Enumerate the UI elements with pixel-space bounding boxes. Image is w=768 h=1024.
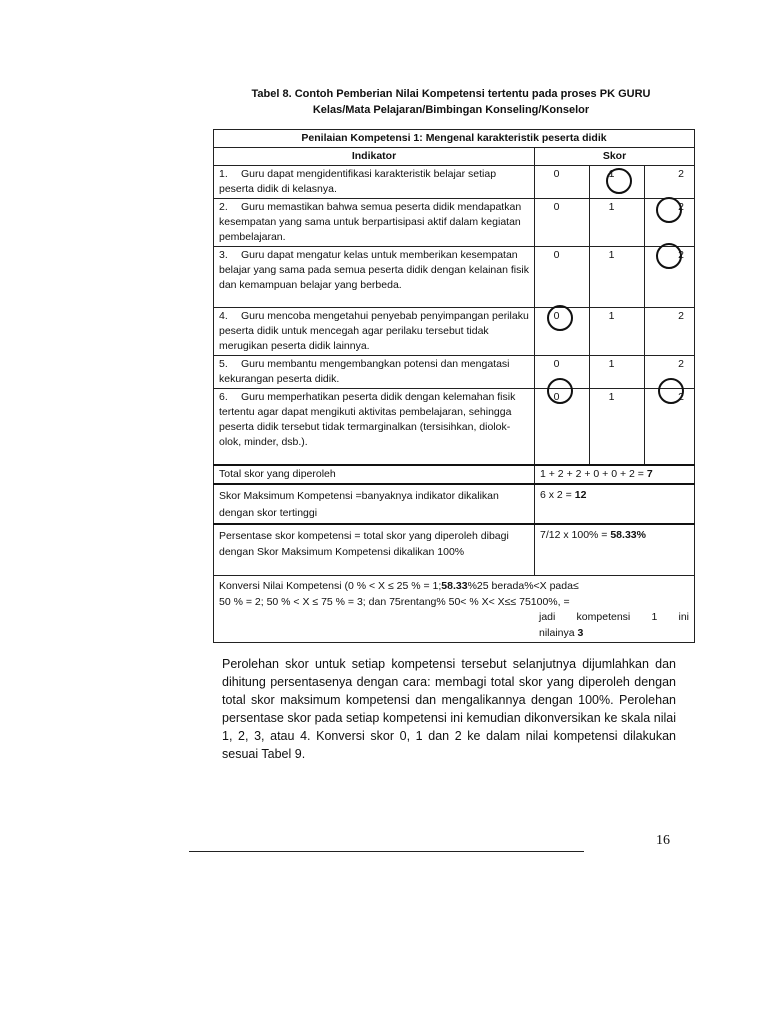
table-row	[214, 356, 695, 389]
score-0: 0	[535, 356, 590, 389]
max-calc: 6 x 2 = 12	[535, 484, 695, 524]
table-row	[214, 308, 695, 356]
competency-table	[213, 129, 695, 643]
max-row	[214, 484, 695, 524]
page-number: 16	[656, 833, 670, 848]
indicator-cell: 2. Guru memastikan bahwa semua peserta didik mendapatkan kesempatan yang sama untuk berpartisipasi aktif dalam kegiatan pembelajaran.	[214, 199, 535, 247]
col-header-skor: Skor	[535, 148, 695, 166]
score-1: 1	[590, 166, 645, 199]
score-1: 1	[590, 247, 645, 308]
indicator-cell: 1. Guru dapat mengidentifikasi karakteristik belajar setiap peserta didik di kelasnya.	[214, 166, 535, 199]
selected-score-circle	[658, 378, 684, 404]
table-caption	[213, 86, 689, 118]
selected-score-circle	[656, 197, 682, 223]
conversion-cell	[214, 576, 695, 643]
table-row	[214, 247, 695, 308]
indicator-cell: 3. Guru dapat mengatur kelas untuk memberikan kesempatan belajar yang sama pada semua peserta didik dengan kelainan fisik dan kemampuan belajar yang berbeda.	[214, 247, 535, 308]
conversion-line-1: Konversi Nilai Kompetensi (0 % < X ≤ 25 % = 1;58.33%25 berada%<X pada≤	[219, 580, 579, 592]
selected-score-circle	[547, 378, 573, 404]
score-1: 1	[590, 308, 645, 356]
indicator-cell: 5. Guru membantu mengembangkan potensi dan mengatasi kekurangan peserta didik.	[214, 356, 535, 389]
score-2: 2	[645, 356, 695, 389]
score-2: 2	[645, 166, 695, 199]
total-label: Total skor yang diperoleh	[214, 465, 535, 484]
score-1: 1	[590, 199, 645, 247]
footer-rule	[189, 851, 584, 852]
score-1: 1	[590, 389, 645, 465]
total-calc: 1 + 2 + 2 + 0 + 0 + 2 = 7	[535, 465, 695, 484]
score-0: 0	[535, 308, 590, 356]
score-2: 2	[645, 308, 695, 356]
max-label: Skor Maksimum Kompetensi =banyaknya indikator dikalikan dengan skor tertinggi	[214, 484, 535, 524]
score-0: 0	[535, 199, 590, 247]
score-0: 0	[535, 247, 590, 308]
indicator-cell: 4. Guru mencoba mengetahui penyebab penyimpangan perilaku peserta didik untuk mencegah agar perilaku tersebut tidak merugikan peserta didik lainnya.	[214, 308, 535, 356]
total-value: 7	[646, 467, 653, 480]
score-2: 2	[645, 199, 695, 247]
percentage-value: 58.33%	[610, 528, 646, 541]
total-row	[214, 465, 695, 484]
table-row	[214, 389, 695, 465]
caption-line-2: Kelas/Mata Pelajaran/Bimbingan Konseling/Konselor	[312, 104, 590, 116]
caption-line-1: Tabel 8. Contoh Pemberian Nilai Kompetensi tertentu pada proses PK GURU	[251, 88, 651, 100]
conversion-line-4: nilainya 3	[539, 626, 584, 639]
selected-score-circle	[547, 305, 573, 331]
selected-score-circle	[656, 243, 682, 269]
body-paragraph: Perolehan skor untuk setiap kompetensi tersebut selanjutnya dijumlahkan dan dihitung persentasenya dengan cara: membagi total skor yang diperoleh dengan total skor maksimum kompetensi dan mengalikannya dengan 100%. Perolehan persentase skor pada setiap kompetensi ini kemudian dikonversikan ke skala nilai 1, 2, 3, atau 4. Konversi skor 0, 1 dan 2 ke dalam nilai kompetensi dilakukan sesuai Tabel 9.	[222, 657, 676, 761]
score-2: 2	[645, 389, 695, 465]
table-heading-row	[214, 130, 695, 148]
score-0: 0	[535, 389, 590, 465]
max-value: 12	[574, 488, 587, 501]
percentage-calc: 7/12 x 100% = 58.33%	[535, 524, 695, 576]
selected-score-circle	[606, 168, 632, 194]
col-header-indikator: Indikator	[214, 148, 535, 166]
conversion-line-2: 50 % = 2; 50 % < X ≤ 75 % = 3; dan 75rentang% 50< % X< X≤≤ 75100%, =	[219, 595, 570, 608]
table-heading: Penilaian Kompetensi 1: Mengenal karakteristik peserta didik	[214, 130, 695, 148]
indicator-cell: 6. Guru memperhatikan peserta didik dengan kelemahan fisik tertentu agar dapat mengikuti aktivitas pembelajaran, sehingga peserta didik tersebut tidak termarginalkan (tersisihkan, diolok-olok, minder, dsb.).	[214, 389, 535, 465]
percentage-row	[214, 524, 695, 576]
score-0: 0	[535, 166, 590, 199]
percentage-label: Persentase skor kompetensi = total skor yang diperoleh dibagi dengan Skor Maksimum Kompetensi dikalikan 100%	[214, 524, 535, 576]
column-header-row	[214, 148, 695, 166]
conversion-line-3: jadi kompetensi 1 ini	[539, 611, 690, 623]
table-row	[214, 199, 695, 247]
score-1: 1	[590, 356, 645, 389]
conversion-row	[214, 576, 695, 643]
score-2: 2	[645, 247, 695, 308]
